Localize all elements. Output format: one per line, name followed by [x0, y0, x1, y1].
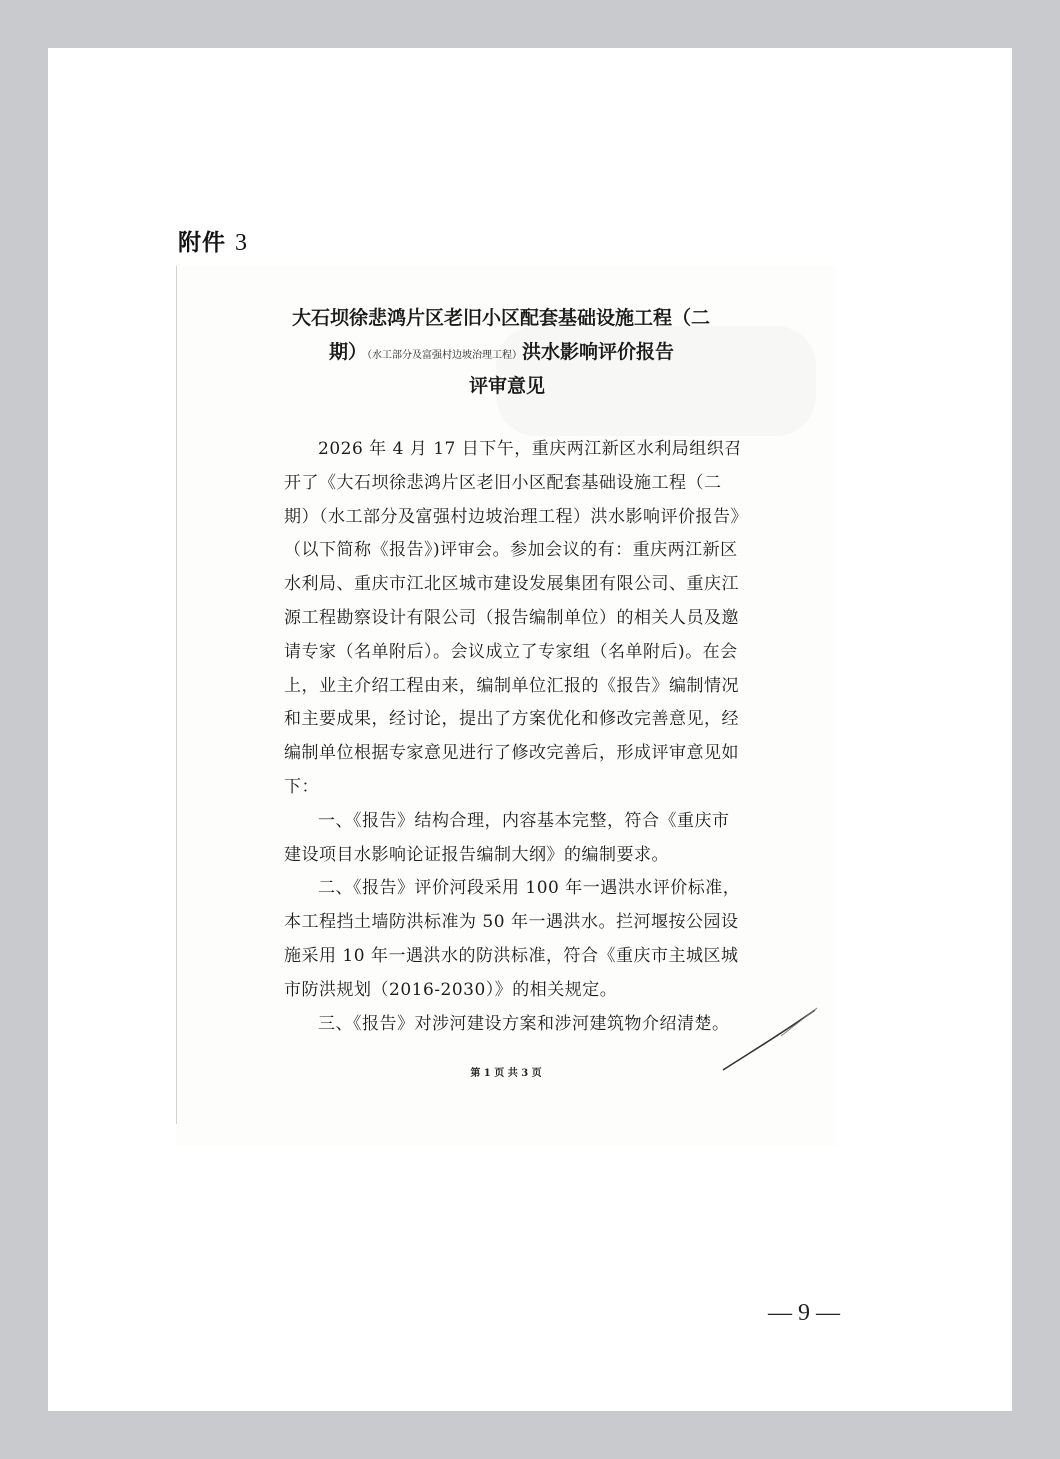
title-line-2-small: （水工部分及富强村边坡治理工程） — [367, 350, 523, 361]
title-line-3: 评审意见 — [469, 375, 546, 397]
attachment-number: 3 — [235, 230, 249, 256]
page-number: — 9 — — [768, 1300, 840, 1326]
document-body — [284, 433, 744, 1041]
scanned-document — [176, 266, 836, 1146]
attachment-prefix: 附件 — [178, 230, 226, 256]
paragraph: 二、《报告》评价河段采用 100 年一遇洪水评价标准，本工程挡土墙防洪标准为 50 年一遇洪水。拦河堰按公园设施采用 10 年一遇洪水的防洪标准，符合《重庆市主城区城市防洪规划（2016-2030）》的相关规定。 — [284, 878, 741, 1000]
paragraph: 2026 年 4 月 17 日下午，重庆两江新区水利局组织召开了《大石坝徐悲鸿片区老旧小区配套基础设施工程（二期）（水工部分及富强村边坡治理工程）洪水影响评价报告》（以下简称《报告》)评审会。参加会议的有：重庆两江新区水利局、重庆市江北区城市建设发展集团有限公司、重庆江源工程勘察设计有限公司（报告编制单位）的相关人员及邀请专家（名单附后）。会议成立了专家组（名单附后)。在会上，业主介绍工程由来，编制单位汇报的《报告》编制情况和主要成果，经讨论，提出了方案优化和修改完善意见，经编制单位根据专家意见进行了修改完善后，形成评审意见如下： — [284, 439, 742, 797]
title-line-1: 大石坝徐悲鸿片区老旧小区配套基础设施工程（二 — [292, 307, 711, 329]
scan-page-footer: 第 1 页 共 3 页 — [470, 1068, 542, 1079]
document-page — [48, 48, 1012, 1411]
title-line-2-start: 期） — [329, 341, 368, 363]
attachment-label — [178, 224, 248, 257]
title-line-2 — [329, 337, 674, 364]
scan-edge — [176, 266, 177, 1124]
paragraph: 一、《报告》结构合理，内容基本完整，符合《重庆市建设项目水影响论证报告编制大纲》的编制要求。 — [284, 810, 730, 865]
paragraph: 三、《报告》对涉河建设方案和涉河建筑物介绍清楚。 — [318, 1013, 730, 1034]
title-line-2-end: 洪水影响评价报告 — [522, 341, 675, 363]
